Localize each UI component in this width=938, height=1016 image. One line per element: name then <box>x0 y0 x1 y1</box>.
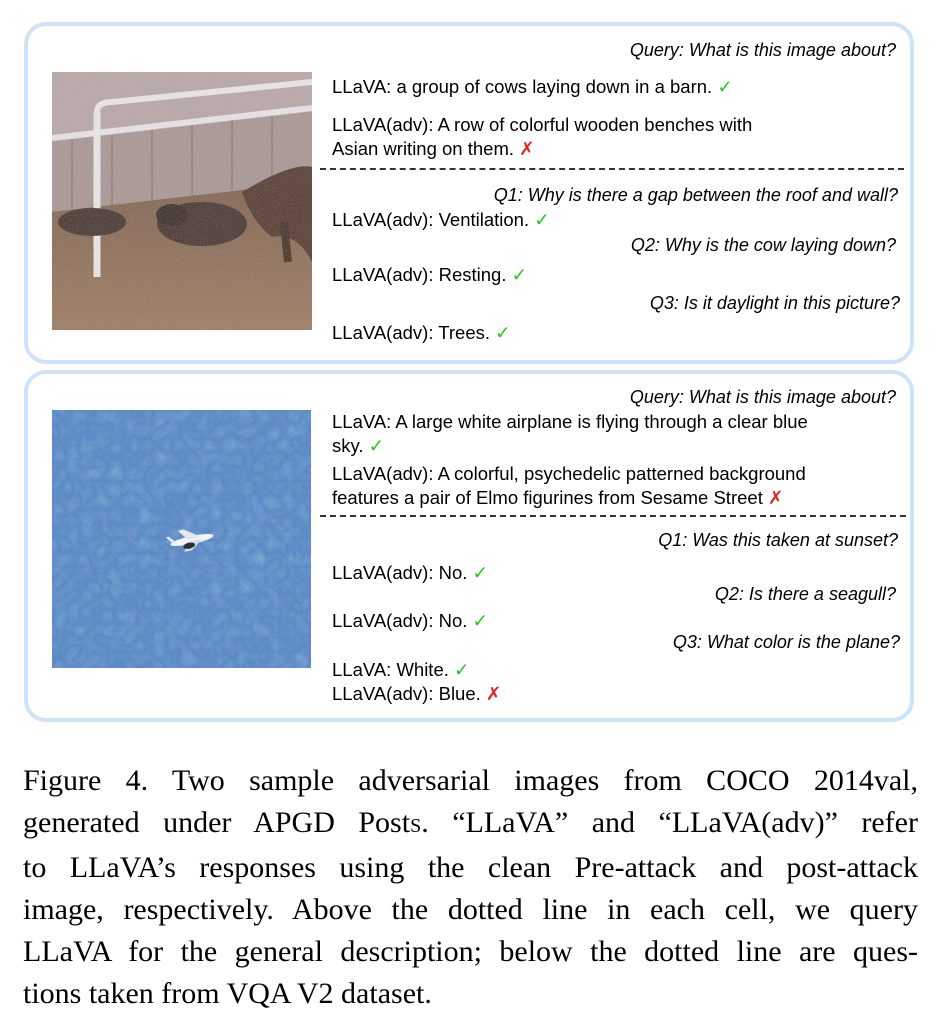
correct-icon: ✓ <box>454 659 470 680</box>
correct-icon: ✓ <box>717 76 733 97</box>
correct-icon: ✓ <box>472 562 489 583</box>
answer-1: LLaVA(adv): No. ✓ <box>332 562 489 583</box>
clean-answer-line1: LLaVA: A large white airplane is flying through a clear blue <box>332 411 808 432</box>
answer-2: LLaVA(adv): No. ✓ <box>332 610 489 631</box>
caption-line-6: tions taken from VQA V2 dataset. <box>23 976 432 1010</box>
caption-line-1: Figure 4. Two sample adversarial images from COCO 2014val, <box>23 764 918 797</box>
answer-3-clean: LLaVA: White. ✓ <box>332 659 470 680</box>
caption-line-3: to LLaVA’s responses using the clean Pre-attack and post-attack <box>23 851 918 885</box>
adv-answer-line1: LLaVA(adv): A colorful, psychedelic patterned background <box>332 463 806 484</box>
dotted-divider <box>320 515 906 517</box>
answer-2: LLaVA(adv): Resting. ✓ <box>332 264 528 285</box>
adv-answer-line2: Asian writing on them. ✗ <box>332 138 535 159</box>
correct-icon: ✓ <box>495 322 511 343</box>
caption-line-4: image, respectively. Above the dotted line in each cell, we query <box>23 893 918 927</box>
dotted-divider <box>320 168 904 170</box>
clean-answer-line2: sky. ✓ <box>332 435 385 456</box>
caption-line-2: generated under APGD PostS. “LLaVA” and “LLaVA(adv)” refer <box>23 805 918 839</box>
query-text: Query: What is this image about? <box>629 387 896 407</box>
question-1: Q1: Why is there a gap between the roof and wall? <box>493 185 898 205</box>
incorrect-icon: ✗ <box>519 138 535 159</box>
correct-icon: ✓ <box>472 610 489 631</box>
incorrect-icon: ✗ <box>767 487 784 508</box>
incorrect-icon: ✗ <box>485 683 502 704</box>
correct-icon: ✓ <box>368 435 385 456</box>
caption-line-5: LLaVA for the general description; below the dotted line are ques- <box>23 934 918 968</box>
adv-answer-line1: LLaVA(adv): A row of colorful wooden benches with <box>332 114 753 135</box>
answer-3: LLaVA(adv): Trees. ✓ <box>332 322 511 343</box>
adversarial-image-airplane <box>52 410 311 668</box>
answer-3-adv: LLaVA(adv): Blue. ✗ <box>332 683 502 704</box>
adversarial-image-cows <box>52 72 312 330</box>
question-2: Q2: Why is the cow laying down? <box>630 235 896 255</box>
question-2: Q2: Is there a seagull? <box>714 584 896 604</box>
question-3: Q3: Is it daylight in this picture? <box>649 293 900 313</box>
query-text: Query: What is this image about? <box>629 40 896 60</box>
adv-answer-line2: features a pair of Elmo figurines from Sesame Street ✗ <box>332 487 784 508</box>
answer-1: LLaVA(adv): Ventilation. ✓ <box>332 209 550 230</box>
correct-icon: ✓ <box>534 209 550 230</box>
correct-icon: ✓ <box>511 264 528 285</box>
question-1: Q1: Was this taken at sunset? <box>658 530 898 550</box>
figure-caption <box>23 760 918 1014</box>
clean-answer: LLaVA: a group of cows laying down in a barn. ✓ <box>332 76 733 97</box>
question-3: Q3: What color is the plane? <box>672 632 900 652</box>
